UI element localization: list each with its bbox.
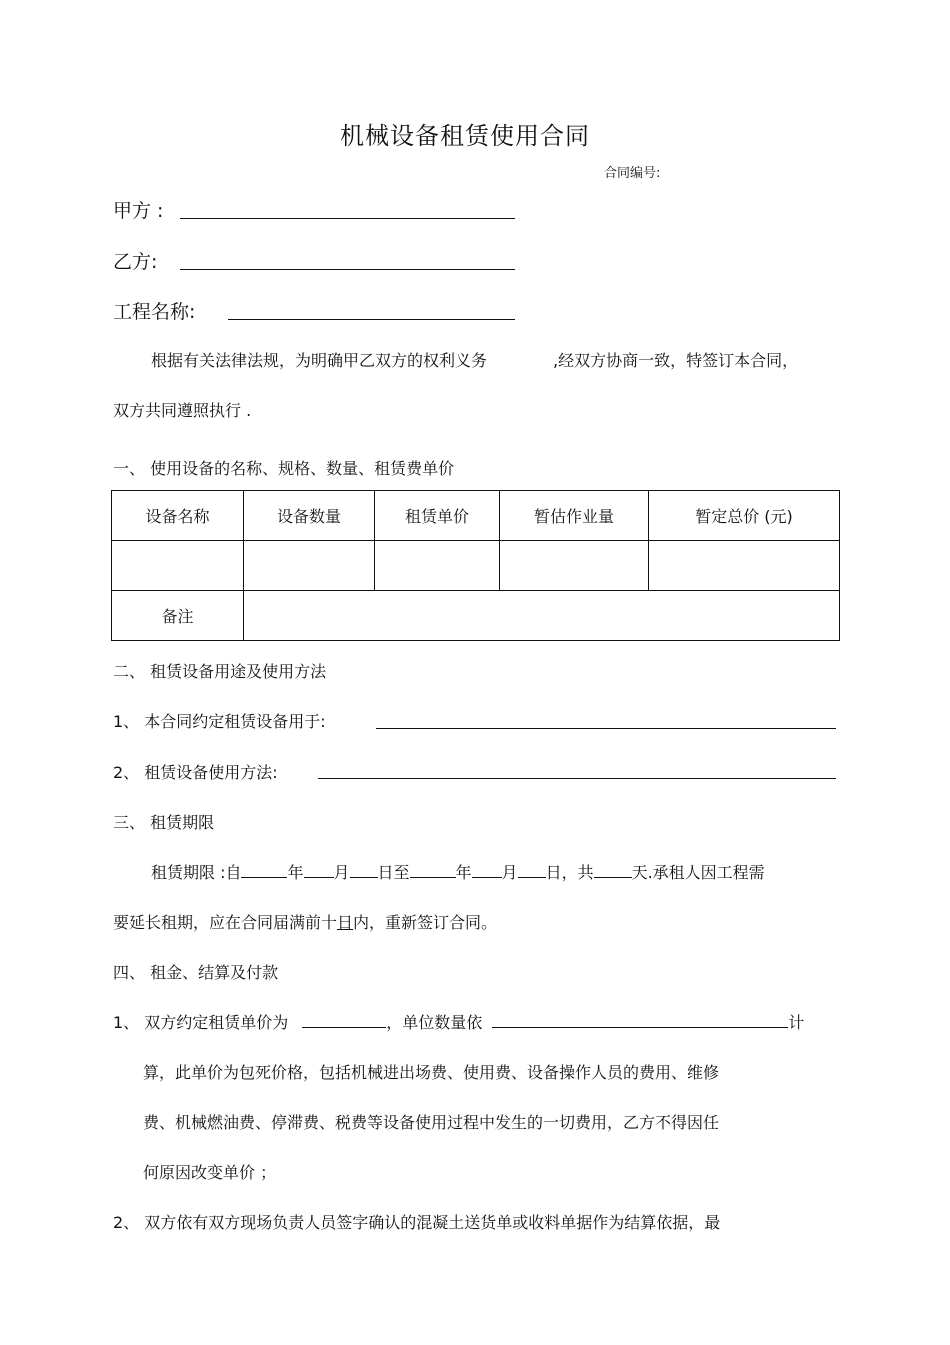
- period-year-label: 年: [455, 863, 472, 882]
- table-header-cell: 租赁单价: [375, 491, 500, 541]
- section4-item1-line1: [113, 1010, 804, 1033]
- unit-price-blank[interactable]: [302, 1011, 386, 1028]
- table-cell-empty[interactable]: [375, 541, 500, 591]
- equipment-purpose-field[interactable]: [376, 728, 836, 729]
- party-b-field[interactable]: [180, 269, 515, 270]
- section3-heading: 三、 租赁期限: [113, 813, 215, 832]
- usage-method-field[interactable]: [318, 778, 836, 779]
- period-day-to-label: 日至: [377, 863, 410, 882]
- period-line2-a: 要延长租期，应在合同届满前十: [113, 913, 338, 932]
- end-day-blank[interactable]: [518, 861, 546, 878]
- section1-heading: 一、 使用设备的名称、规格、数量、租赁费单价: [113, 459, 455, 478]
- unit-price-lead: 1、 双方约定租赁单价为: [113, 1013, 289, 1032]
- unit-quantity-basis-blank[interactable]: [492, 1011, 788, 1028]
- contract-title: 机械设备租赁使用合同: [340, 122, 590, 150]
- period-line2-b: 内，重新签订合同。: [353, 913, 498, 932]
- table-header-cell: 设备数量: [244, 491, 375, 541]
- total-days-blank[interactable]: [594, 861, 632, 878]
- section4-item1-line3: 费、机械燃油费、停滞费、税费等设备使用过程中发生的一切费用，乙方不得因任: [143, 1113, 720, 1132]
- table-header-cell: 暂定总价 (元): [649, 491, 840, 541]
- project-name-label: 工程名称:: [113, 301, 196, 323]
- table-header-row: [112, 491, 840, 541]
- rental-period-line: [151, 860, 765, 883]
- table-header-cell: 设备名称: [112, 491, 244, 541]
- period-lead: 租赁期限 :自: [151, 863, 242, 882]
- section4-item1-line4: 何原因改变单价 ；: [143, 1163, 277, 1182]
- table-row: [112, 541, 840, 591]
- period-day-total-label: 日，共: [545, 863, 594, 882]
- period-line2-day: 日: [337, 913, 354, 932]
- section2-item1: 1、 本合同约定租赁设备用于:: [113, 712, 326, 731]
- contract-number-label: 合同编号:: [604, 166, 661, 181]
- rental-period-line2: [113, 910, 497, 933]
- remark-label: 备注: [112, 591, 244, 641]
- party-b-label: 乙方:: [113, 251, 158, 273]
- section4-item1-line2: 算，此单价为包死价格，包括机械进出场费、使用费、设备操作人员的费用、维修: [143, 1063, 720, 1082]
- table-cell-empty[interactable]: [244, 541, 375, 591]
- table-remark-row: [112, 591, 840, 641]
- table-cell-empty[interactable]: [500, 541, 649, 591]
- section4-heading: 四、 租金、结算及付款: [113, 963, 279, 982]
- period-year-label: 年: [287, 863, 304, 882]
- section2-item2: 2、 租赁设备使用方法:: [113, 763, 278, 782]
- intro-line1-b: ,经双方协商一致，特签订本合同，: [553, 351, 799, 370]
- section4-item2: 2、 双方依有双方现场负责人员签字确认的混凝土送货单或收料单据作为结算依据，最: [113, 1213, 721, 1232]
- remark-cell[interactable]: [244, 591, 840, 641]
- start-year-blank[interactable]: [241, 861, 287, 878]
- intro-line2: 双方共同遵照执行 .: [113, 401, 252, 420]
- end-year-blank[interactable]: [410, 861, 456, 878]
- party-a-label: 甲方 :: [113, 200, 164, 222]
- intro-line1-a: 根据有关法律法规，为明确甲乙双方的权利义务: [151, 351, 488, 370]
- period-days-tail: 天.承租人因工程需: [631, 863, 765, 882]
- party-a-field[interactable]: [180, 218, 515, 219]
- end-month-blank[interactable]: [472, 861, 502, 878]
- section2-heading: 二、 租赁设备用途及使用方法: [113, 662, 327, 681]
- equipment-table: [111, 490, 840, 641]
- start-month-blank[interactable]: [304, 861, 334, 878]
- table-cell-empty[interactable]: [649, 541, 840, 591]
- table-header-cell: 暂估作业量: [500, 491, 649, 541]
- unit-quantity-mid: ，单位数量依: [386, 1013, 483, 1032]
- project-name-field[interactable]: [228, 319, 515, 320]
- start-day-blank[interactable]: [350, 861, 378, 878]
- table-cell-empty[interactable]: [112, 541, 244, 591]
- period-month-label: 月: [333, 863, 350, 882]
- unit-quantity-tail: 计: [788, 1013, 805, 1032]
- period-month-label: 月: [501, 863, 518, 882]
